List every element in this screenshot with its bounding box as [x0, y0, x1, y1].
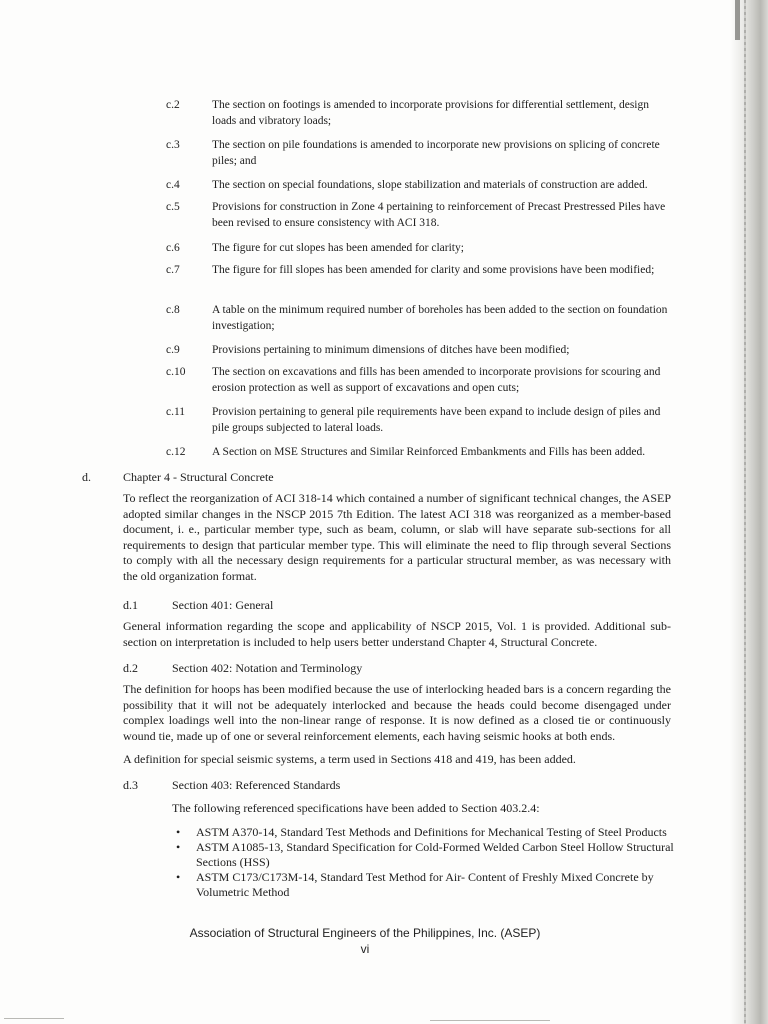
list-item-number: c.10	[166, 366, 186, 378]
footer-organization: Association of Structural Engineers of the Philippines, Inc. (ASEP)	[189, 926, 541, 940]
list-item-text: The section on excavations and fills has been amended to incorporate provisions for scouring and erosion protection as well as support of excavations and open cuts;	[212, 366, 661, 394]
list-item-number: c.3	[166, 139, 180, 151]
list-item-number: c.9	[166, 344, 180, 356]
section-letter-d: d.	[82, 470, 91, 484]
list-item-text: The section on pile foundations is amended to incorporate new provisions on splicing of concrete piles; and	[212, 139, 660, 167]
list-item-number: c.5	[166, 201, 180, 213]
subsection-title-d1: Section 401: General	[172, 598, 274, 612]
list-item-number: c.7	[166, 264, 180, 276]
subsection-title-d2: Section 402: Notation and Terminology	[172, 661, 363, 675]
list-item-number: c.6	[166, 242, 180, 254]
list-item-text: Provisions for construction in Zone 4 pertaining to reinforcement of Precast Prestressed Piles have been revised to ensure consistency with ACI 318.	[212, 201, 666, 229]
list-item-text: The section on footings is amended to incorporate provisions for differential settlement, design loads and vibratory loads;	[212, 99, 649, 127]
chapter-4-intro-paragraph: To reflect the reorganization of ACI 318-14 which contained a number of significant technical changes, the ASEP adopted similar changes in the NSCP 2015 7th Edition. The latest ACI 318 was reorganized as a member-based document, i. e., particular member type, such as beam, column, or slab will have separate sub-sections for all requirements to design that particular member type. This will eliminate the need to flip through several Sections to comply with all the necessary design requirements for a particular structural member, as was necessary with the old organization format.	[123, 491, 671, 583]
subsection-title-d3: Section 403: Referenced Standards	[172, 778, 341, 792]
list-item-number: c.11	[166, 406, 186, 418]
scan-artifact	[4, 1018, 64, 1019]
d2-paragraph-special-seismic: A definition for special seismic systems, a term used in Sections 418 and 419, has been added.	[123, 752, 576, 766]
subsection-number-d2: d.2	[123, 661, 138, 675]
list-item-text: The figure for cut slopes has been amended for clarity;	[212, 242, 464, 254]
list-item-text: A table on the minimum required number of boreholes has been added to the section on foundation investigation;	[212, 304, 668, 332]
list-item-number: c.12	[166, 446, 186, 458]
list-item: • ASTM C173/C173M-14, Standard Test Method for Air- Content of Freshly Mixed Concrete by Volumetric Method	[176, 870, 676, 900]
scan-artifact	[430, 1020, 550, 1021]
list-item: • ASTM A1085-13, Standard Specification for Cold-Formed Welded Carbon Steel Hollow Structural Sections (HSS)	[176, 840, 676, 870]
d3-intro-text: The following referenced specifications have been added to Section 403.2.4:	[172, 801, 540, 815]
list-item-text: Provisions pertaining to minimum dimensions of ditches have been modified;	[212, 344, 570, 356]
binding-edge	[744, 0, 746, 1024]
list-item: • ASTM A370-14, Standard Test Methods and Definitions for Mechanical Testing of Steel Products	[176, 825, 676, 840]
list-item-number: c.4	[166, 179, 180, 191]
subsection-number-d3: d.3	[123, 778, 138, 792]
list-item-text: Provision pertaining to general pile requirements have been expand to include design of piles and pile groups subjected to lateral loads.	[212, 406, 661, 434]
d1-paragraph: General information regarding the scope and applicability of NSCP 2015, Vol. 1 is provided. Additional sub-section on interpretation is included to help users better understand Chapter 4, Structural Concrete.	[123, 619, 671, 649]
list-item-number: c.2	[166, 99, 180, 111]
subsection-number-d1: d.1	[123, 598, 138, 612]
d2-paragraph-hoops: The definition for hoops has been modified because the use of interlocking headed bars is a concern regarding the possibility that it will not be adequately interlocked and because the heads could become disengaged under complex loadings well into the non-linear range of response. It is now defined as a closed tie or continuously wound tie, made up of one or several reinforcement elements, each having seismic hooks at both ends.	[123, 682, 671, 743]
binding-edge-mark	[735, 0, 740, 40]
list-item-text: The figure for fill slopes has been amended for clarity and some provisions have been modified;	[212, 264, 655, 276]
list-item-text: The section on special foundations, slope stabilization and materials of construction are added.	[212, 179, 648, 191]
page-number: vi	[360, 942, 370, 956]
list-item-text: A Section on MSE Structures and Similar Reinforced Embankments and Fills has been added.	[212, 446, 646, 458]
list-item-number: c.8	[166, 304, 180, 316]
section-title-chapter-4: Chapter 4 - Structural Concrete	[123, 470, 274, 484]
page-edge-shadow	[730, 0, 768, 1024]
referenced-standards-list	[176, 825, 676, 900]
